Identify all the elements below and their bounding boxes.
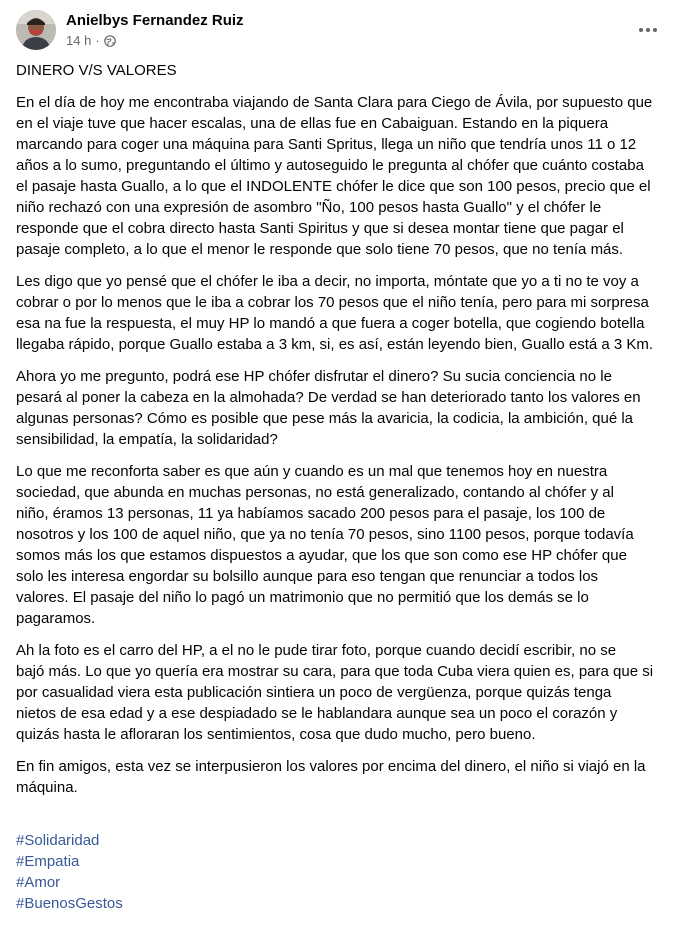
avatar-image: [16, 10, 56, 50]
post-paragraph-6: En fin amigos, esta vez se interpusieron los valores por encima del dinero, el niño si viajó en la máquina.: [16, 758, 646, 796]
globe-icon[interactable]: [104, 35, 116, 47]
more-options-button[interactable]: [634, 16, 662, 44]
hashtag-solidaridad[interactable]: #Solidaridad: [16, 832, 100, 849]
hashtag-amor[interactable]: #Amor: [16, 874, 61, 891]
avatar[interactable]: [16, 10, 56, 50]
post-title: DINERO V/S VALORES: [16, 62, 177, 79]
post-paragraph-1: En el día de hoy me encontraba viajando de Santa Clara para Ciego de Ávila, por supuesto que en el viaje tuve que hacer escalas, una de ellas fue en Cabaiguan. Estando en la piquera marcando para coger una máquina para Santi Spritus, llega un niño que tendría unos 11 o 12 años a lo sumo, preguntando el último y autoseguido le pregunta al chófer que cuánto costaba el pasaje hasta Guallo, a lo que el INDOLENTE chófer le dice que son 100 pesos, precio que el niño rechazó con una expresión de asombro "Ño, 100 pesos hasta Guallo" y el chófer le responde que el cobra directo hasta Santi Spiritus y que si desea montar tiene que pagar el pasaje completo, a lo que el menor le responde que solo tiene 70 pesos, que no tenía más.: [16, 94, 653, 258]
post-paragraph-2: Les digo que yo pensé que el chófer le iba a decir, no importa, móntate que yo a ti no te voy a cobrar o por lo menos que le iba a cobrar los 70 pesos que el niño tenía, pero para mi sorpresa esa na fue la respuesta, el muy HP lo mandó a que fuera a coger botella, que cogiendo botella llegaba rápido, porque Guallo estaba a 3 km, si, es así, están leyendo bien, Guallo está a 3 Km.: [16, 273, 654, 353]
post-header: [16, 10, 666, 54]
post-paragraph-4: Lo que me reconforta saber es que aún y cuando es un mal que tenemos hoy en nuestra sociedad, que abunda en muchas personas, no está generalizado, contando al chófer y al niño, éramos 13 personas, 11 ya habíamos sacado 200 pesos para el pasaje, los 100 de nosotros y los 100 de aquel niño, que ya no tenía 70 pesos, sino 1100 pesos, porque todavía somos más los que estamos dispuestos a ayudar, que los que son como ese HP chófer que solo les interesa engordar su bolsillo aunque para eso tengan que renunciar a todos los valores. El pasaje del niño lo pagó un matrimonio que no permitió que los demás se lo pagaramos.: [16, 463, 634, 627]
hashtag-buenosgestos[interactable]: #BuenosGestos: [16, 895, 123, 912]
hashtag-empatia[interactable]: #Empatia: [16, 853, 80, 870]
post-author-name[interactable]: Anielbys Fernandez Ruiz: [66, 12, 244, 29]
post-timestamp[interactable]: 14 h: [66, 33, 92, 48]
more-horizontal-icon: [638, 27, 658, 33]
post-hashtags: [16, 809, 664, 914]
post-paragraph-3: Ahora yo me pregunto, podrá ese HP chófer disfrutar el dinero? Su sucia conciencia no le pesará al poner la cabeza en la almohada? De verdad se han deteriorado tanto los valores en algunas personas? Cómo es posible que pese más la avaricia, la codicia, la ambición, qué la sensibilidad, la empatía, la solidaridad?: [16, 368, 641, 448]
meta-separator: ·: [95, 33, 100, 48]
post-meta: [66, 33, 116, 49]
post-body: [16, 60, 664, 925]
post-paragraph-5: Ah la foto es el carro del HP, a el no le pude tirar foto, porque cuando decidí escribir, no se bajó más. Lo que yo quería era mostrar su cara, para que toda Cuba viera quien es, para que si por casualidad viera esta publicación sintiera un poco de vergüenza, porque quizás tenga nietos de esa edad y a ese despiadado se le hablandara aunque sea un poco el corazón y quizás hasta le afloraran los sentimientos, cosa que dudo mucho, pero bueno.: [16, 642, 654, 743]
